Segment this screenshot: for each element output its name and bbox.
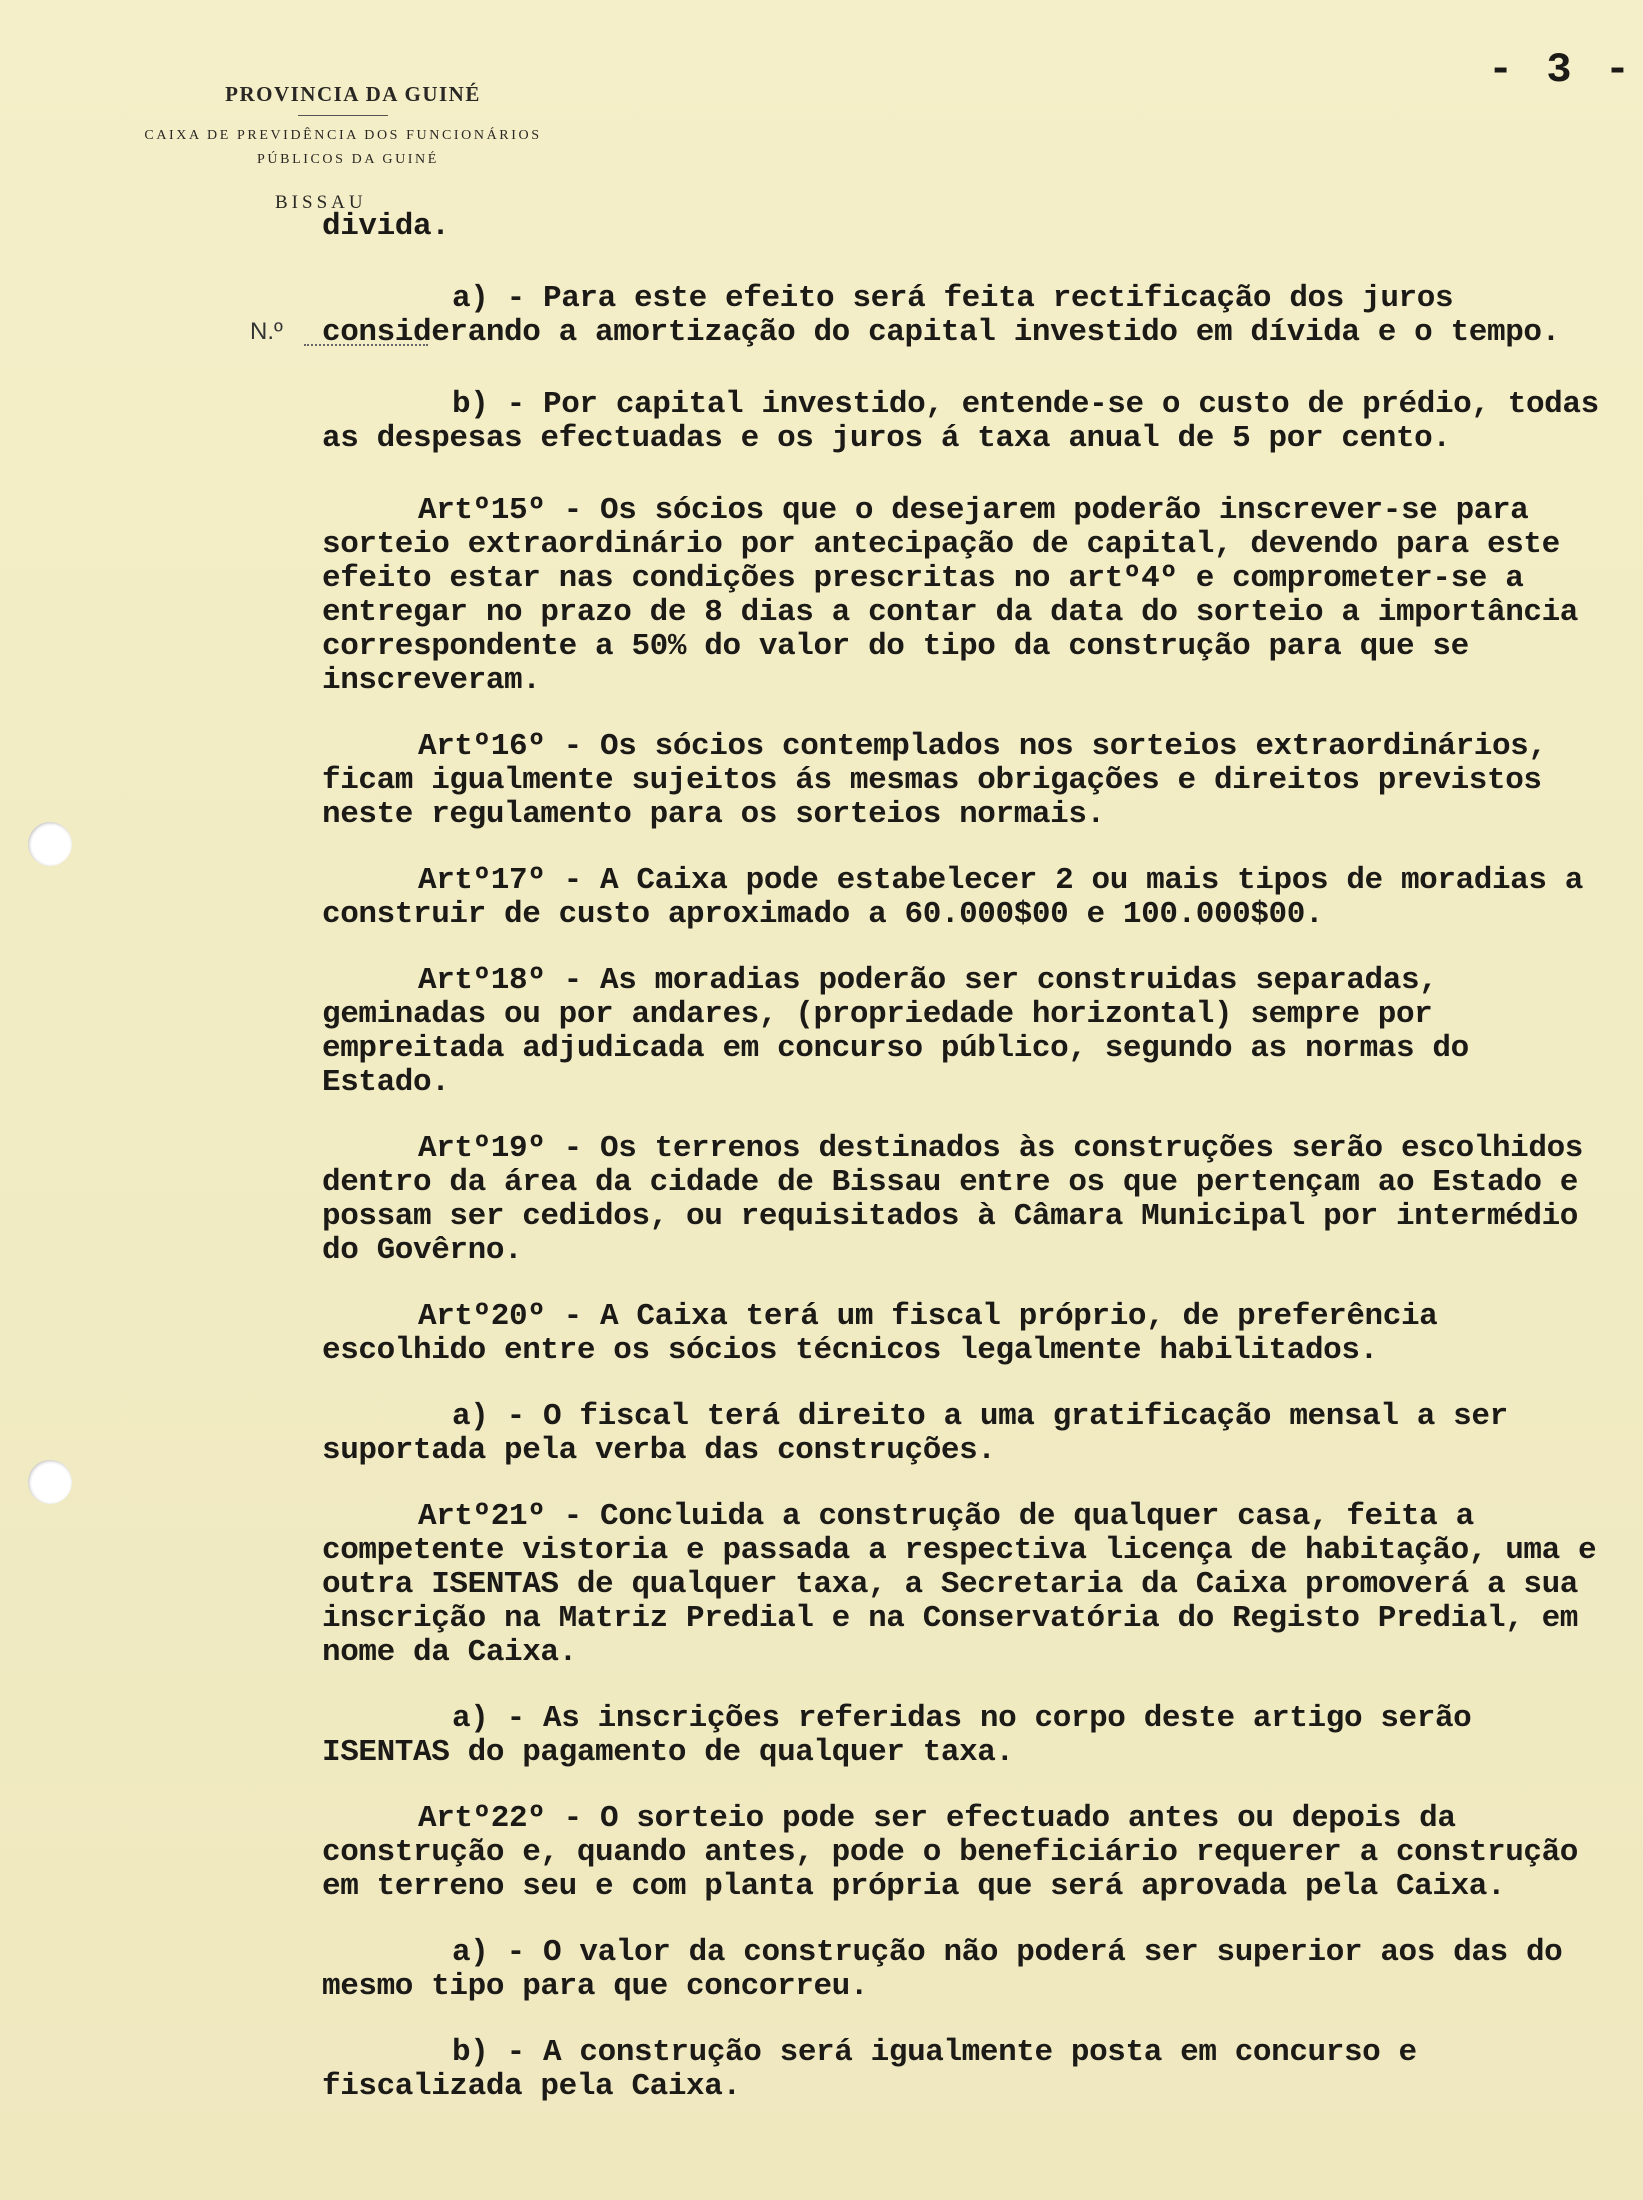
paragraph-art22a: a) - O valor da construção não poderá ser superior aos das do mesmo tipo para que concorreu. [322,1935,1563,2004]
paragraph-continuation: divida. [322,209,450,244]
letterhead-institution-line2: PÚBLICOS DA GUINÉ [257,152,439,167]
paragraph-art22: Artº22º - O sorteio pode ser efectuado antes ou depois da construção e, quando antes, pode o beneficiário requerer a construção em terreno seu e com planta própria que será aprovada pela Caixa. [322,1801,1579,1904]
paragraph-art21a: a) - As inscrições referidas no corpo deste artigo serão ISENTAS do pagamento de qualquer taxa. [322,1701,1472,1770]
page-number: - 3 - [1488,46,1635,94]
letterhead-rule [298,115,388,116]
paragraph-art17: Artº17º - A Caixa pode estabelecer 2 ou mais tipos de moradias a construir de custo aproximado a 60.000$00 e 100.000$00. [322,863,1583,932]
paragraph-art19: Artº19º - Os terrenos destinados às construções serão escolhidos dentro da área da cidade de Bissau entre os que pertençam ao Estado e possam ser cedidos, ou requisitados à Câmara Municipal por intermédio do Govêrno. [322,1131,1583,1268]
number-label: N.º [250,318,283,345]
paragraph-art18: Artº18º - As moradias poderão ser construidas separadas, geminadas ou por andares, (propriedade horizontal) sempre por empreitada adjudicada em concurso público, segundo as normas do Estado. [322,963,1469,1100]
paragraph-14b: b) - Por capital investido, entende-se o custo de prédio, todas as despesas efectuadas e os juros á taxa anual de 5 por cento. [322,387,1599,456]
punch-hole [28,822,72,866]
paragraph-art16: Artº16º - Os sócios contemplados nos sorteios extraordinários, ficam igualmente sujeitos ás mesmas obrigações e direitos previstos neste regulamento para os sorteios normais. [322,729,1547,832]
letterhead-province: PROVINCIA DA GUINÉ [225,82,481,106]
letterhead-institution: CAIXA DE PREVIDÊNCIA DOS FUNCIONÁRIOS [144,128,542,143]
paragraph-14a: a) - Para este efeito será feita rectificação dos juros considerando a amortização do capital investido em dívida e o tempo. [322,281,1560,350]
paragraph-art22b: b) - A construção será igualmente posta em concurso e fiscalizada pela Caixa. [322,2035,1417,2104]
letterhead [78,82,608,168]
document-body [322,210,1600,2104]
paragraph-art20a: a) - O fiscal terá direito a uma gratificação mensal a ser suportada pela verba das construções. [322,1399,1508,1468]
punch-hole [28,1460,72,1504]
letterhead-city: BISSAU [275,192,367,213]
paragraph-art20: Artº20º - A Caixa terá um fiscal próprio, de preferência escolhido entre os sócios técnicos legalmente habilitados. [322,1299,1438,1368]
paragraph-art21: Artº21º - Concluida a construção de qualquer casa, feita a competente vistoria e passada a respectiva licença de habitação, uma e outra ISENTAS de qualquer taxa, a Secretaria da Caixa promoverá a sua inscrição na Matriz Predial e na Conservatória do Registo Predial, em nome da Caixa. [322,1499,1597,1670]
paragraph-art15: Artº15º - Os sócios que o desejarem poderão inscrever-se para sorteio extraordinário por antecipação de capital, devendo para este efeito estar nas condições prescritas no artº4º e comprometer-se a entregar no prazo de 8 dias a contar da data do sorteio a importância correspondente a 50% do valor do tipo da construção para que se inscreveram. [322,493,1579,698]
